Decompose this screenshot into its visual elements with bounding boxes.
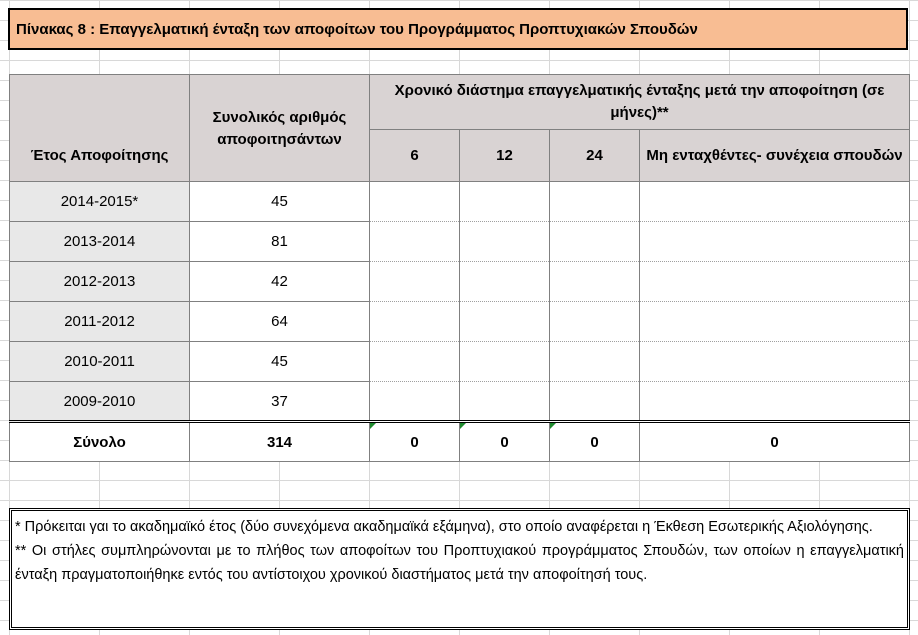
row-cell-12	[460, 302, 550, 342]
header-total-graduates	[190, 75, 370, 182]
table-row	[10, 222, 910, 262]
row-cell-24	[550, 302, 640, 342]
row-cell-6	[370, 342, 460, 382]
row-cell-12	[460, 262, 550, 302]
row-total: 64	[190, 302, 370, 342]
footnote-1: * Πρόκειται γαι το ακαδημαϊκό έτος (δύο συνεχόμενα ακαδημαϊκά εξάμηνα), στο οποίο αναφέρεται η Έκθεση Εσωτερικής Αξιολόγησης.	[15, 519, 873, 535]
row-cell-6	[370, 382, 460, 422]
row-total: 45	[190, 342, 370, 382]
row-year: 2011-2012	[10, 302, 190, 342]
row-total: 42	[190, 262, 370, 302]
footnotes-box	[9, 508, 910, 630]
table-title	[8, 8, 908, 50]
total-row	[10, 422, 910, 462]
row-cell-6	[370, 222, 460, 262]
total-graduates: 314	[190, 422, 370, 462]
header-col-12	[460, 130, 550, 182]
row-cell-not-integrated	[640, 262, 910, 302]
total-24-months: 0	[550, 422, 640, 462]
row-cell-24	[550, 342, 640, 382]
row-cell-12	[460, 342, 550, 382]
total-not-integrated: 0	[640, 422, 910, 462]
row-year: 2010-2011	[10, 342, 190, 382]
header-col-12-label: 12	[496, 146, 513, 164]
header-year	[10, 75, 190, 182]
row-year: 2009-2010	[10, 382, 190, 422]
table-row	[10, 182, 910, 222]
row-cell-6	[370, 182, 460, 222]
row-total: 45	[190, 182, 370, 222]
row-cell-not-integrated	[640, 182, 910, 222]
header-period-group-label: Χρονικό διάστημα επαγγελματικής ένταξης μετά την αποφοίτηση (σε μήνες)**	[394, 82, 885, 121]
row-cell-12	[460, 182, 550, 222]
row-year: 2012-2013	[10, 262, 190, 302]
row-cell-24	[550, 182, 640, 222]
header-col-6	[370, 130, 460, 182]
table-row	[10, 382, 910, 422]
table-row	[10, 302, 910, 342]
row-cell-not-integrated	[640, 342, 910, 382]
table-title-text: Πίνακας 8 : Επαγγελματική ένταξη των αποφοίτων του Προγράμματος Προπτυχιακών Σπουδών	[16, 20, 698, 38]
row-cell-24	[550, 222, 640, 262]
row-cell-6	[370, 262, 460, 302]
total-6-months: 0	[370, 422, 460, 462]
row-year: 2014-2015*	[10, 182, 190, 222]
header-total-graduates-label: Συνολικός αριθμός αποφοιτησάντων	[212, 109, 347, 148]
header-col-24-label: 24	[586, 146, 603, 164]
header-col-6-label: 6	[410, 146, 419, 164]
row-cell-12	[460, 222, 550, 262]
table-row	[10, 262, 910, 302]
row-total: 81	[190, 222, 370, 262]
graduates-employment-table	[9, 74, 910, 462]
row-cell-not-integrated	[640, 302, 910, 342]
row-cell-24	[550, 382, 640, 422]
row-year: 2013-2014	[10, 222, 190, 262]
header-year-label: Έτος Αποφοίτησης	[30, 147, 169, 164]
row-cell-not-integrated	[640, 382, 910, 422]
row-cell-6	[370, 302, 460, 342]
total-12-months: 0	[460, 422, 550, 462]
header-col-24	[550, 130, 640, 182]
header-col-not-integrated	[640, 130, 910, 182]
row-total: 37	[190, 382, 370, 422]
table-row	[10, 342, 910, 382]
header-period-group	[370, 75, 910, 130]
header-col-not-integrated-label: Μη ενταχθέντες- συνέχεια σπουδών	[646, 146, 903, 164]
row-cell-24	[550, 262, 640, 302]
row-cell-12	[460, 382, 550, 422]
footnote-2: ** Οι στήλες συμπληρώνονται με το πλήθος των αποφοίτων του Προπτυχιακού προγράμματος Σπουδών, των οποίων η επαγγελματική ένταξη πραγματοποιήθηκε εντός του αντίστοιχου χρονικού διαστήματος μετά την αποφοίτησή τους.	[15, 543, 904, 583]
total-label: Σύνολο	[10, 422, 190, 462]
row-cell-not-integrated	[640, 222, 910, 262]
